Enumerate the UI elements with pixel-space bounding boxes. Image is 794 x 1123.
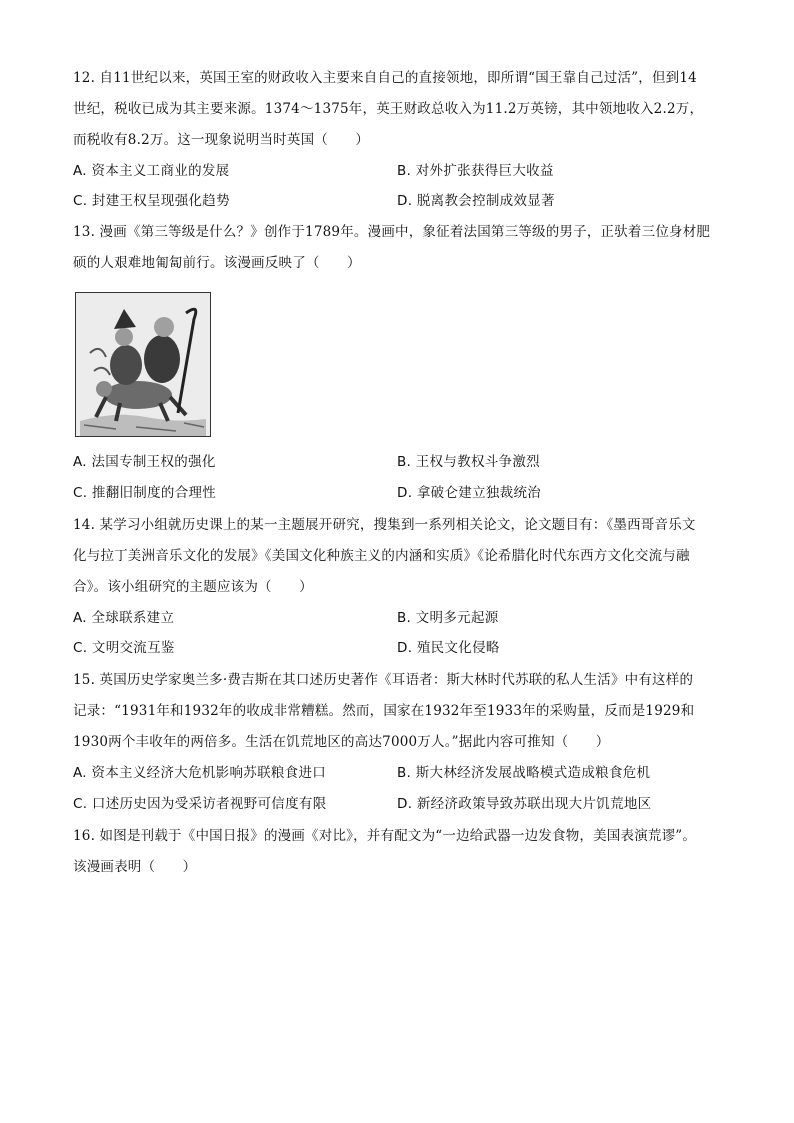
q14-option-d[interactable]: D. 殖民文化侵略 <box>397 640 500 656</box>
q16-stem-line-1: 16. 如图是刊载于《中国日报》的漫画《对比》，并有配文为“一边给武器一边发食物，美国表演荒谬”。 <box>73 828 697 844</box>
q12-option-b[interactable]: B. 对外扩张获得巨大收益 <box>397 163 554 179</box>
q12-stem-line-1: 12. 自11世纪以来，英国王室的财政收入主要来自自己的直接领地，即所谓“国王靠自己过活”，但到14 <box>73 70 697 86</box>
q12-option-c[interactable]: C. 封建王权呈现强化趋势 <box>73 193 230 209</box>
q15-stem-line-2: 记录：“1931年和1932年的收成非常糟糕。然而，国家在1932年至1933年的采购量，反而是1929和 <box>73 703 695 719</box>
q14-stem-line-2: 化与拉丁美洲音乐文化的发展》《美国文化种族主义的内涵和实质》《论希腊化时代东西方文化交流与融 <box>73 548 690 564</box>
q15-stem-line-1: 15. 英国历史学家奥兰多·费吉斯在其口述历史著作《耳语者：斯大林时代苏联的私人生活》中有这样的 <box>73 672 694 688</box>
third-estate-cartoon-image <box>75 292 211 437</box>
q14-stem-line-1: 14. 某学习小组就历史课上的某一主题展开研究，搜集到一系列相关论文，论文题目有：《墨西哥音乐文 <box>73 517 696 533</box>
q14-option-c[interactable]: C. 文明交流互鉴 <box>73 640 175 656</box>
q12-stem-line-3: 而税收有8.2万。这一现象说明当时英国（ ） <box>73 132 370 148</box>
cartoon-illustration <box>76 293 210 436</box>
q13-option-a[interactable]: A. 法国专制王权的强化 <box>73 454 216 470</box>
q15-option-d[interactable]: D. 新经济政策导致苏联出现大片饥荒地区 <box>397 796 652 812</box>
q15-option-c[interactable]: C. 口述历史因为受采访者视野可信度有限 <box>73 796 327 812</box>
q16-stem-line-2: 该漫画表明（ ） <box>73 859 197 875</box>
q14-option-b[interactable]: B. 文明多元起源 <box>397 610 499 626</box>
q14-stem-line-3: 合》。该小组研究的主题应该为（ ） <box>73 579 313 595</box>
q12-option-a[interactable]: A. 资本主义工商业的发展 <box>73 163 230 179</box>
q13-option-c[interactable]: C. 推翻旧制度的合理性 <box>73 485 217 501</box>
q13-stem-line-1: 13. 漫画《第三等级是什么？》创作于1789年。漫画中，象征着法国第三等级的男子，正驮着三位身材肥 <box>73 224 711 240</box>
q13-option-b[interactable]: B. 王权与教权斗争激烈 <box>397 454 540 470</box>
q14-option-a[interactable]: A. 全球联系建立 <box>73 610 175 626</box>
q12-stem-line-2: 世纪，税收已成为其主要来源。1374～1375年，英王财政总收入为11.2万英镑，其中领地收入2.2万， <box>73 101 704 117</box>
q12-option-d[interactable]: D. 脱离教会控制成效显著 <box>397 193 555 209</box>
q15-stem-line-3: 1930两个丰收年的两倍多。生活在饥荒地区的高达7000万人。”据此内容可推知（ ） <box>73 734 610 750</box>
q13-option-d[interactable]: D. 拿破仑建立独裁统治 <box>397 485 542 501</box>
q15-option-b[interactable]: B. 斯大林经济发展战略模式造成粮食危机 <box>397 765 651 781</box>
q15-option-a[interactable]: A. 资本主义经济大危机影响苏联粮食进口 <box>73 765 327 781</box>
q13-stem-line-2: 硕的人艰难地匍匐前行。该漫画反映了（ ） <box>73 255 361 271</box>
